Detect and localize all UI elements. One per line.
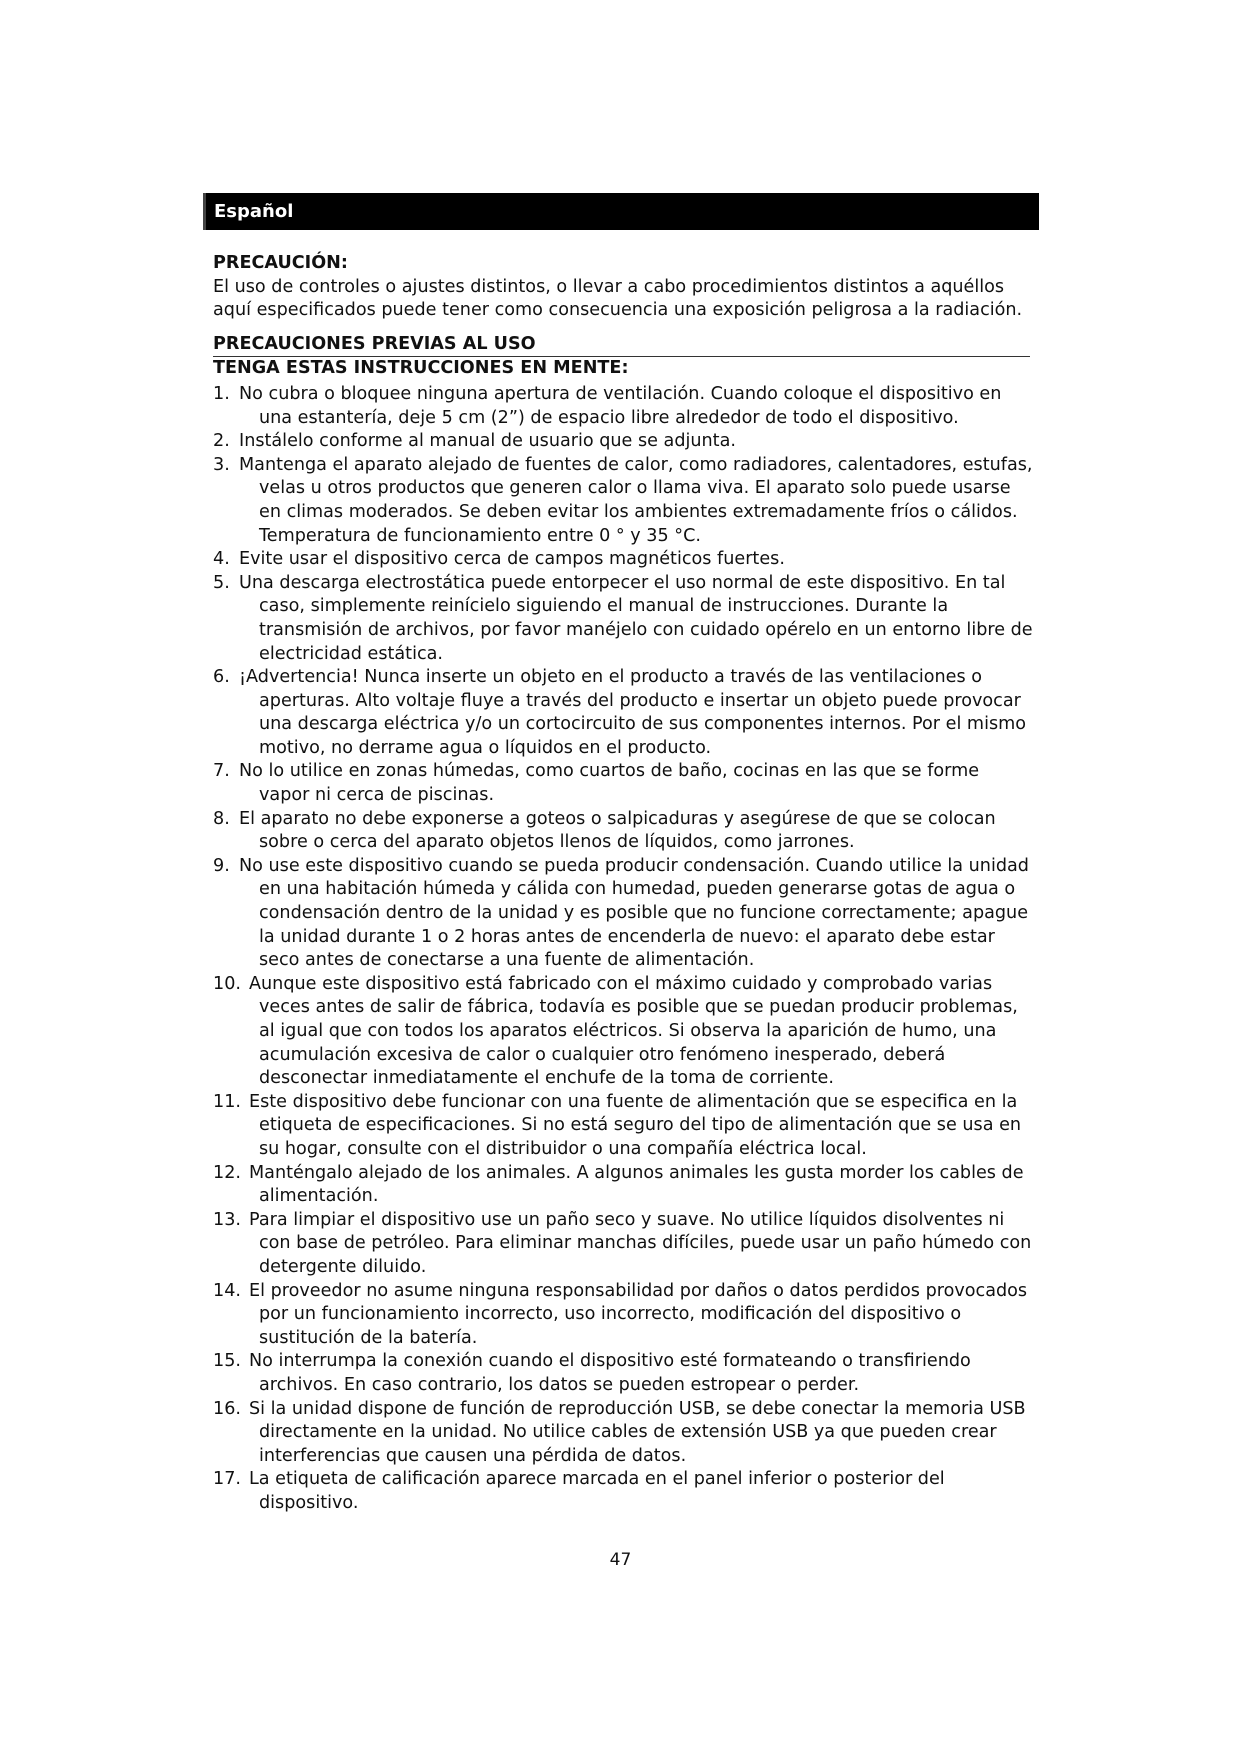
item-number: 10.	[213, 973, 241, 994]
item-number: 6.	[213, 667, 230, 688]
item-text: ¡Advertencia! Nunca inserte un objeto en el producto a través de las ventilaciones o aperturas. Alto voltaje fluye a través del producto e insertar un objeto puede provocar una descarga eléctrica y/o un cortocircuito de sus componentes internos. Por el mismo motivo, no derrame agua o líquidos en el producto.	[239, 667, 1027, 758]
item-number: 12.	[213, 1162, 241, 1183]
item-text: Evite usar el dispositivo cerca de campos magnéticos fuertes.	[239, 549, 785, 570]
list-item	[213, 1350, 1033, 1397]
item-number: 13.	[213, 1209, 241, 1230]
item-text: El proveedor no asume ninguna responsabilidad por daños o datos perdidos provocados por un funcionamiento incorrecto, uso incorrecto, modificación del dispositivo o sustitución de la batería.	[249, 1280, 1028, 1348]
item-number: 5.	[213, 572, 230, 593]
list-item	[213, 760, 1033, 807]
item-text: No use este dispositivo cuando se pueda producir condensación. Cuando utilice la unidad en una habitación húmeda y cálida con humedad, pueden generarse gotas de agua o condensación dentro de la unidad y es posible que no funcione correctamente; apague la unidad durante 1 o 2 horas antes de encenderla de nuevo: el aparato debe estar seco antes de conectarse a una fuente de alimentación.	[239, 855, 1029, 971]
item-number: 1.	[213, 383, 230, 404]
list-item	[213, 1468, 1033, 1515]
item-number: 15.	[213, 1351, 241, 1372]
list-item	[213, 666, 1033, 760]
list-item	[213, 383, 1033, 430]
list-item	[213, 973, 1033, 1091]
item-number: 11.	[213, 1091, 241, 1112]
list-item	[213, 1209, 1033, 1280]
list-item	[213, 430, 1033, 454]
section-subheading: TENGA ESTAS INSTRUCCIONES EN MENTE:	[213, 358, 629, 379]
caution-heading: PRECAUCIÓN:	[213, 253, 348, 273]
list-item	[213, 1091, 1033, 1162]
item-number: 7.	[213, 761, 230, 782]
caution-text: El uso de controles o ajustes distintos, o llevar a cabo procedimientos distintos a aquéllos aquí especificados puede tener como consecuencia una exposición peligrosa a la radiación.	[213, 276, 1023, 321]
page-number: 47	[609, 1550, 632, 1570]
section-heading: PRECAUCIONES PREVIAS AL USO	[213, 333, 1030, 358]
list-item	[213, 1398, 1033, 1469]
item-text: Manténgalo alejado de los animales. A algunos animales les gusta morder los cables de alimentación.	[249, 1162, 1024, 1207]
item-text: Una descarga electrostática puede entorpecer el uso normal de este dispositivo. En tal caso, simplemente reinícielo siguiendo el manual de instrucciones. Durante la transmisión de archivos, por favor manéjelo con cuidado opérelo en un entorno libre de electricidad estática.	[239, 572, 1033, 664]
list-item	[213, 1280, 1033, 1351]
item-text: Para limpiar el dispositivo use un paño seco y suave. No utilice líquidos disolventes ni con base de petróleo. Para eliminar manchas difíciles, puede usar un paño húmedo con detergente diluido.	[249, 1209, 1032, 1277]
precautions-list	[213, 383, 1033, 1516]
item-number: 9.	[213, 855, 230, 876]
list-item	[213, 454, 1033, 548]
item-text: El aparato no debe exponerse a goteos o salpicaduras y asegúrese de que se colocan sobre o cerca del aparato objetos llenos de líquidos, como jarrones.	[239, 808, 996, 853]
item-number: 3.	[213, 454, 230, 475]
item-text: Mantenga el aparato alejado de fuentes de calor, como radiadores, calentadores, estufas, velas u otros productos que generen calor o llama viva. El aparato solo puede usarse en climas moderados. Se deben evitar los ambientes extremadamente fríos o cálidos. Temperatura de funcionamiento entre 0 ° y 35 °C.	[239, 454, 1033, 546]
main-content	[213, 252, 1033, 1515]
item-text: Este dispositivo debe funcionar con una fuente de alimentación que se especifica en la etiqueta de especificaciones. Si no está seguro del tipo de alimentación que se usa en su hogar, consulte con el distribuidor o una compañía eléctrica local.	[249, 1091, 1022, 1159]
list-item	[213, 855, 1033, 973]
item-text: No lo utilice en zonas húmedas, como cuartos de baño, cocinas en las que se forme vapor ni cerca de piscinas.	[239, 761, 980, 806]
item-text: La etiqueta de calificación aparece marcada en el panel inferior o posterior del dispositivo.	[249, 1469, 945, 1513]
item-number: 2.	[213, 431, 230, 452]
item-text: Aunque este dispositivo está fabricado con el máximo cuidado y comprobado varias veces antes de salir de fábrica, todavía es posible que se puedan producir problemas, al igual que con todos los aparatos eléctricos. Si observa la aparición de humo, una acumulación excesiva de calor o cualquier otro fenómeno inesperado, deberá desconectar inmediatamente el enchufe de la toma de corriente.	[249, 973, 1018, 1089]
item-number: 16.	[213, 1398, 241, 1419]
language-header-bar: Español	[203, 193, 1039, 230]
list-item	[213, 1162, 1033, 1209]
item-number: 8.	[213, 808, 230, 829]
item-number: 4.	[213, 549, 230, 570]
item-text: Si la unidad dispone de función de reproducción USB, se debe conectar la memoria USB directamente en la unidad. No utilice cables de extensión USB ya que pueden crear interferencias que causen una pérdida de datos.	[249, 1398, 1026, 1466]
list-item	[213, 572, 1033, 666]
item-number: 14.	[213, 1280, 241, 1301]
item-text: Instálelo conforme al manual de usuario que se adjunta.	[239, 431, 736, 452]
item-text: No cubra o bloquee ninguna apertura de ventilación. Cuando coloque el dispositivo en una estantería, deje 5 cm (2”) de espacio libre alrededor de todo el dispositivo.	[239, 383, 1002, 428]
list-item	[213, 808, 1033, 855]
item-text: No interrumpa la conexión cuando el dispositivo esté formateando o transfiriendo archivos. En caso contrario, los datos se pueden estropear o perder.	[249, 1351, 971, 1395]
item-number: 17.	[213, 1469, 241, 1490]
list-item	[213, 548, 1033, 572]
